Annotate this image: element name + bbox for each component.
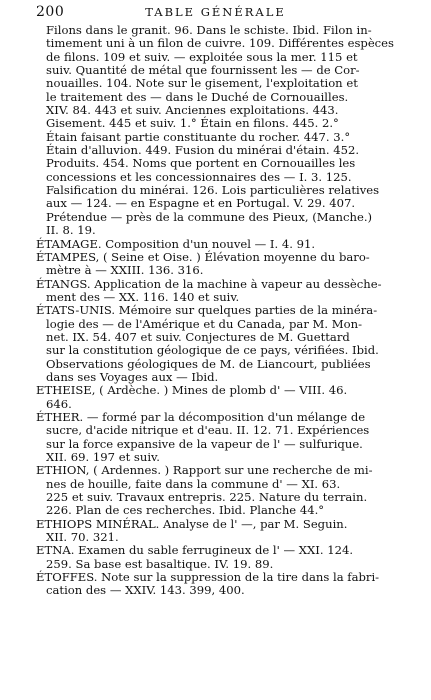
index-entry-head-line: ETHION, ( Ardennes. ) Rapport sur une recherche de mi- [36, 463, 373, 478]
index-entry-line: suiv. Quantité de métal que fournissent les — de Cor- [46, 63, 360, 78]
index-entry-line: XIV. 84. 443 et suiv. Anciennes exploitations. 443. [46, 103, 339, 118]
index-entry-head-line: ÉTATS-UNIS. Mémoire sur quelques parties de la minéra- [36, 303, 378, 318]
page-header [0, 4, 431, 24]
index-entry-line: 646. [46, 396, 72, 411]
running-title: TABLE GÉNÉRALE [145, 5, 286, 19]
index-entry-line: net. IX. 54. 407 et suiv. Conjectures de M. Guettard [46, 329, 350, 344]
index-entry-line: XII. 69. 197 et suiv. [46, 450, 160, 464]
index-entry-line: dans ses Voyages aux — Ibid. [46, 369, 219, 384]
index-entry-head-line: ETHEISE, ( Ardèche. ) Mines de plomb d' — VIII. 46. [36, 383, 348, 398]
index-entry-line: Prétendue — près de la commune des Pieux, (Manche.) [46, 209, 373, 224]
index-entry-head-line: ÉTANGS. Application de la machine à vapeur au dessèche- [36, 276, 382, 291]
index-body [36, 24, 418, 598]
index-entry-line: sur la force expansive de la vapeur de l' — sulfurique. [46, 436, 363, 451]
index-entry-line: 226. Plan de ces recherches. Ibid. Planche 44.° [46, 503, 325, 518]
index-entry-line: ment des — XX. 116. 140 et suiv. [46, 289, 240, 304]
index-entry-line: Produits. 454. Noms que portent en Cornouailles les [46, 156, 356, 171]
index-entry-line: nes de houille, faite dans la commune d' — XI. 63. [46, 476, 341, 491]
index-entry-line: nouailles. 104. Note sur le gisement, l'exploitation et [46, 76, 358, 91]
index-entry-line: Gisement. 445 et suiv. 1.° Étain en filons. 445. 2.° [46, 116, 339, 131]
index-entry-head-line: ÉTHER. — formé par la décomposition d'un mélange de [36, 409, 366, 424]
index-entry-line: II. 8. 19. [46, 223, 96, 238]
index-entry-line: Observations géologiques de M. de Liancourt, publiées [46, 356, 371, 371]
index-entry-line: Falsification du minérai. 126. Lois particulières relatives [46, 183, 380, 198]
index-entry-line: Étain d'alluvion. 449. Fusion du minérai d'étain. 452. [46, 143, 360, 158]
index-entry-line: sur la constitution géologique de ce pays, vérifiées. Ibid. [46, 343, 379, 358]
index-entry-head-line: ETNA. Examen du sable ferrugineux de l' — XXI. 124. [36, 543, 354, 558]
index-entry-head-line: ÉTAMPES, ( Seine et Oise. ) Élévation moyenne du baro- [36, 249, 370, 264]
page-number: 200 [36, 4, 65, 20]
index-entry-line: Filons dans le granit. 96. Dans le schiste. Ibid. Filon in- [46, 23, 372, 37]
index-entry-line: sucre, d'acide nitrique et d'eau. II. 12. 71. Expériences [46, 423, 370, 438]
index-entry-line: Étain faisant partie constituante du rocher. 447. 3.° [46, 129, 351, 144]
index-entry-head-line: ETHIOPS MINÉRAL. Analyse de l' —, par M. Seguin. [36, 516, 348, 531]
index-entry-line: XII. 70. 321. [46, 530, 119, 545]
index-entry-line: timement uni à un filon de cuivre. 109. Différentes espèces [46, 36, 394, 51]
index-entry-line: 225 et suiv. Travaux entrepris. 225. Nature du terrain. [46, 490, 368, 505]
index-entry-line: le traitement des — dans le Duché de Cornouailles. [46, 89, 349, 104]
index-entry-head-line: ÉTAMAGE. Composition d'un nouvel — I. 4. 91. [36, 236, 316, 251]
index-entry-line: cation des — XXIV. 143. 399, 400. [46, 583, 245, 598]
index-entry-line: de filons. 109 et suiv. — exploitée sous la mer. 115 et [46, 49, 358, 64]
index-entry-line: logie des — de l'Amérique et du Canada, par M. Mon- [46, 316, 363, 331]
index-entry-line: aux — 124. — en Espagne et en Portugal. V. 29. 407. [46, 196, 356, 211]
index-entry-line: concessions et les concessionnaires des — I. 3. 125. [46, 169, 352, 184]
index-entry-line: 259. Sa base est basaltique. IV. 19. 89. [46, 556, 274, 571]
index-entry-head-line: ÉTOFFES. Note sur la suppression de la tire dans la fabri- [36, 570, 380, 585]
index-entry-line: mètre à — XXIII. 136. 316. [46, 263, 204, 278]
